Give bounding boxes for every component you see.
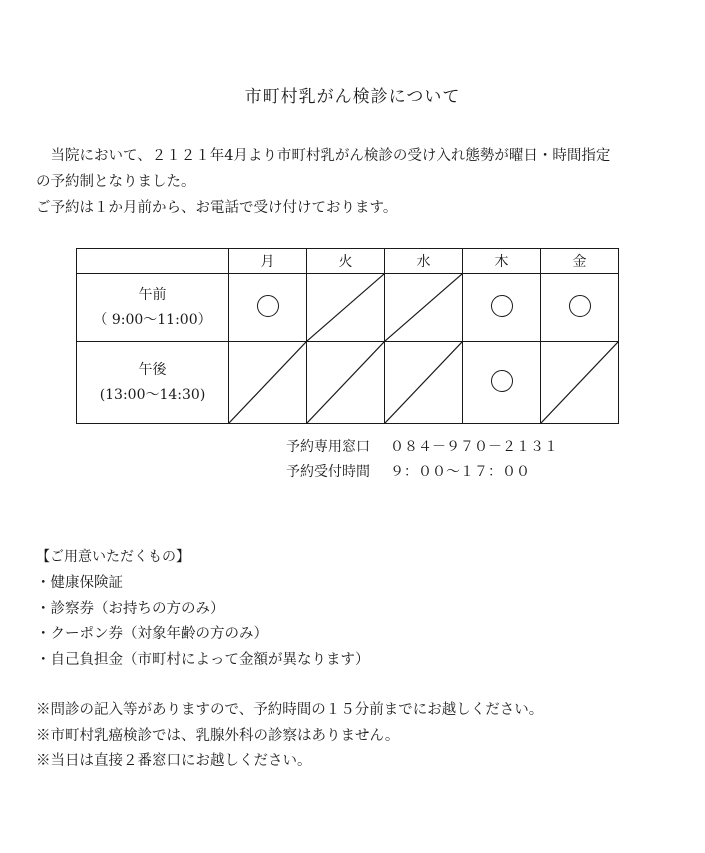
unavailable-slash-icon bbox=[307, 274, 384, 341]
contact-hours-label: 予約受付時間 bbox=[286, 464, 370, 480]
slot-cell bbox=[229, 274, 307, 342]
slot-cell bbox=[541, 342, 619, 424]
contact-hours-value: ９：００～１７：００ bbox=[390, 464, 530, 480]
day-header-tue: 火 bbox=[307, 249, 385, 274]
schedule-row-afternoon bbox=[77, 342, 619, 424]
day-header-thu: 木 bbox=[463, 249, 541, 274]
schedule-row-morning bbox=[77, 274, 619, 342]
contact-phone-label: 予約専用窓口 bbox=[286, 439, 370, 455]
schedule-header-row bbox=[77, 249, 619, 274]
unavailable-slash-icon bbox=[385, 342, 462, 423]
item-list-entry: ・自己負担金（市町村によって金額が異なります） bbox=[36, 652, 370, 668]
schedule-corner-cell bbox=[77, 249, 229, 274]
day-header-wed: 水 bbox=[385, 249, 463, 274]
slot-cell bbox=[541, 274, 619, 342]
contact-phone-value: ０８４－９７０－２１３１ bbox=[390, 439, 558, 455]
day-header-fri: 金 bbox=[541, 249, 619, 274]
slot-cell bbox=[307, 274, 385, 342]
intro-line-2: の予約制となりました。 bbox=[36, 174, 196, 190]
items-heading: 【ご用意いただくもの】 bbox=[36, 549, 190, 565]
slot-cell bbox=[307, 342, 385, 424]
item-list-entry: ・健康保険証 bbox=[36, 575, 123, 591]
unavailable-slash-icon bbox=[307, 342, 384, 423]
available-circle-icon bbox=[569, 295, 591, 317]
unavailable-slash-icon bbox=[541, 342, 618, 423]
slot-cell bbox=[385, 274, 463, 342]
available-circle-icon bbox=[257, 295, 279, 317]
row-label-afternoon-title: 午後 bbox=[138, 361, 167, 378]
note-line: ※問診の記入等がありますので、予約時間の１５分前までにお越しください。 bbox=[36, 702, 544, 718]
unavailable-slash-icon bbox=[229, 342, 306, 423]
available-circle-icon bbox=[491, 370, 513, 392]
note-line: ※市町村乳癌検診では、乳腺外科の診察はありません。 bbox=[36, 728, 400, 744]
slot-cell bbox=[229, 342, 307, 424]
contact-hours bbox=[286, 461, 530, 481]
slot-cell bbox=[385, 342, 463, 424]
intro-line-1: 当院において、２１２１年4月より市町村乳がん検診の受け入れ態勢が曜日・時間指定 bbox=[36, 148, 611, 164]
row-label-morning-title: 午前 bbox=[138, 286, 167, 303]
row-label-morning-time: （ 9:00〜11:00） bbox=[93, 311, 212, 328]
contact-phone bbox=[286, 436, 558, 456]
day-header-mon: 月 bbox=[229, 249, 307, 274]
page-title: 市町村乳がん検診について bbox=[244, 87, 461, 107]
row-label-afternoon-time: (13:00〜14:30) bbox=[99, 386, 206, 403]
unavailable-slash-icon bbox=[385, 274, 462, 341]
item-list-entry: ・クーポン券（対象年齢の方のみ） bbox=[36, 626, 268, 642]
item-list-entry: ・診察券（お持ちの方のみ） bbox=[36, 601, 225, 617]
slot-cell bbox=[463, 274, 541, 342]
slot-cell bbox=[463, 342, 541, 424]
row-label-morning bbox=[77, 274, 229, 342]
schedule-table bbox=[76, 248, 619, 424]
note-line: ※当日は直接２番窓口にお越しください。 bbox=[36, 753, 312, 769]
available-circle-icon bbox=[491, 295, 513, 317]
row-label-afternoon bbox=[77, 342, 229, 424]
intro-line-3: ご予約は１か月前から、お電話で受け付けております。 bbox=[36, 200, 398, 216]
